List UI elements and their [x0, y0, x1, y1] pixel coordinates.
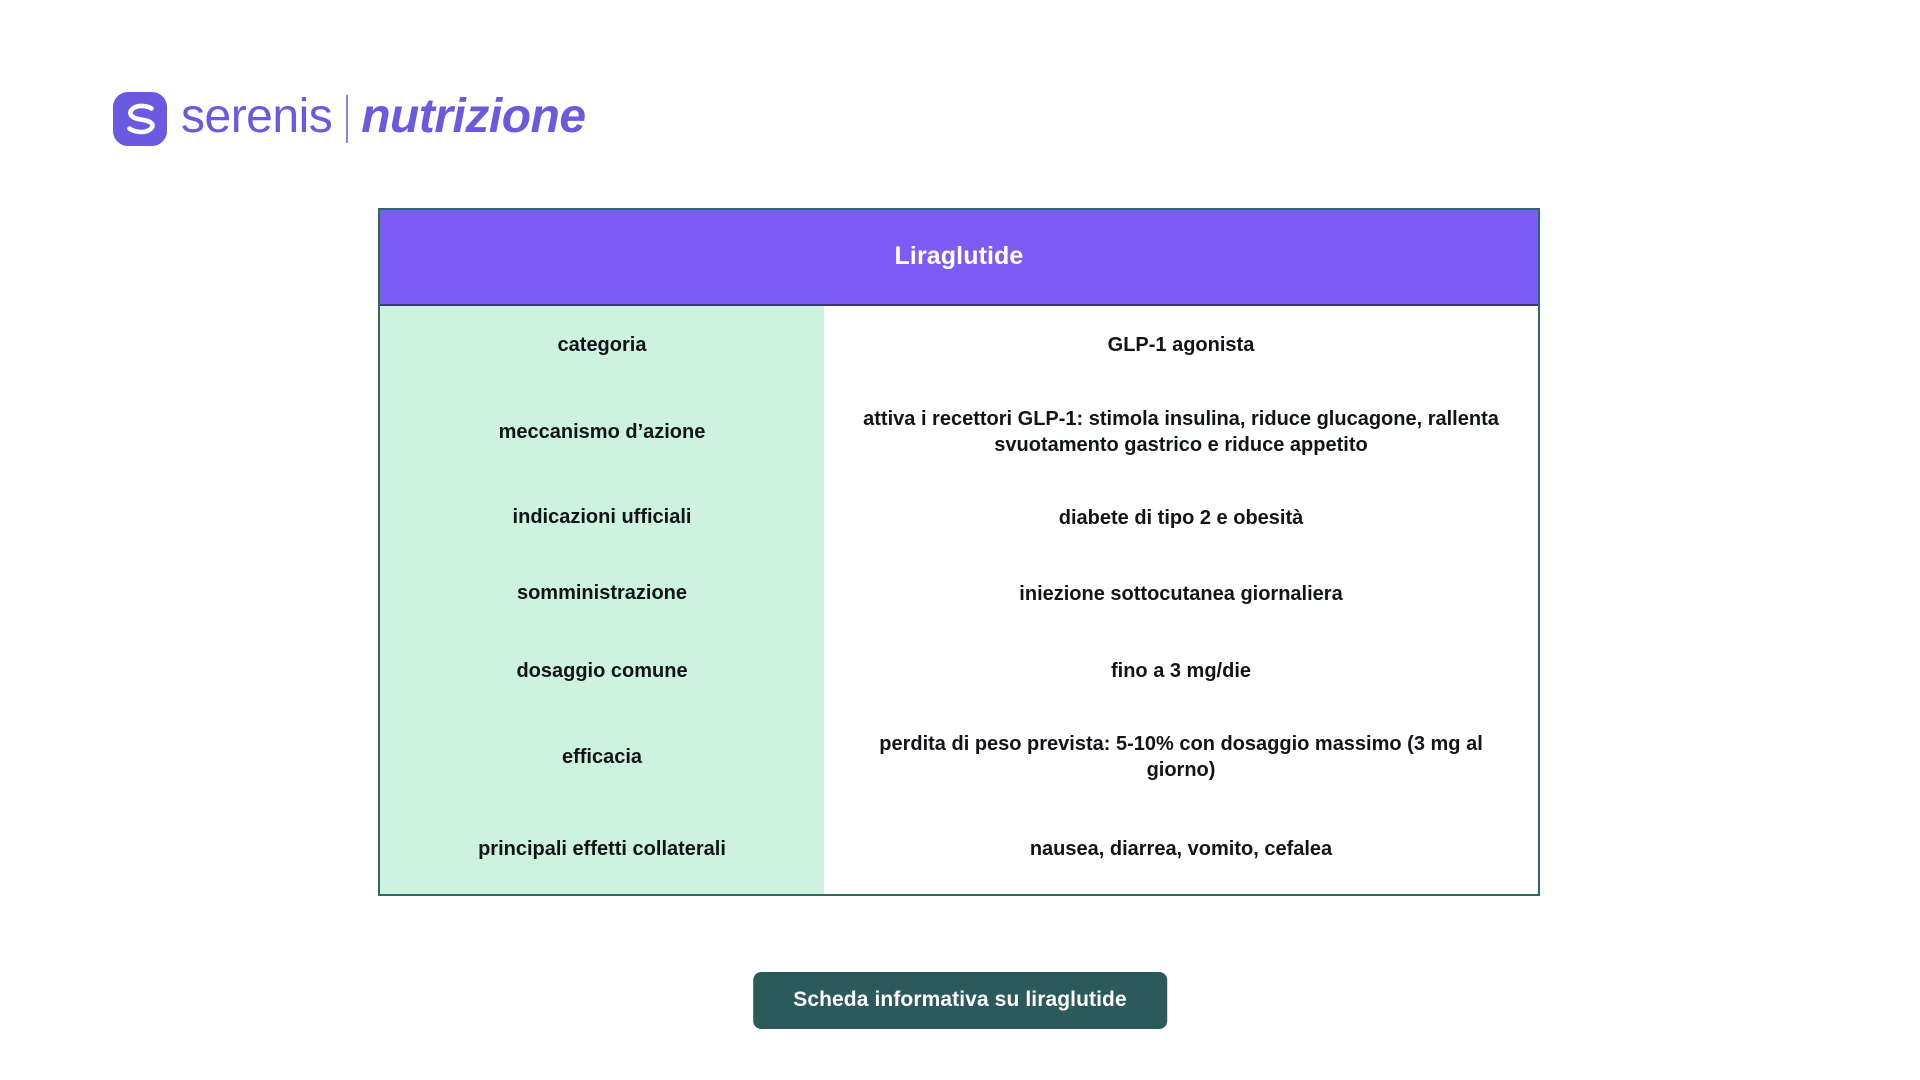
table-row: [380, 710, 1538, 804]
row-label: categoria: [380, 306, 824, 384]
table-row: [380, 555, 1538, 632]
row-label: dosaggio comune: [380, 632, 824, 710]
row-label: indicazioni ufficiali: [380, 480, 824, 555]
brand-product-name: nutrizione: [361, 90, 586, 143]
row-label: efficacia: [380, 710, 824, 804]
table-row: [380, 632, 1538, 710]
row-value: GLP-1 agonista: [824, 332, 1538, 358]
row-value: perdita di peso prevista: 5-10% con dosaggio massimo (3 mg al giorno): [824, 731, 1538, 783]
drug-info-table: [378, 208, 1540, 896]
row-label: principali effetti collaterali: [380, 804, 824, 894]
row-value: nausea, diarrea, vomito, cefalea: [824, 836, 1538, 862]
table-row: [380, 804, 1538, 894]
row-value: diabete di tipo 2 e obesità: [824, 505, 1538, 531]
row-value: iniezione sottocutanea giornaliera: [824, 581, 1538, 607]
brand-logo: [113, 88, 586, 150]
table-row: [380, 384, 1538, 480]
brand-divider: [346, 95, 348, 143]
info-sheet-button[interactable]: Scheda informativa su liraglutide: [753, 972, 1167, 1029]
row-value: fino a 3 mg/die: [824, 658, 1538, 684]
table-row: [380, 306, 1538, 384]
table-title: Liraglutide: [380, 210, 1538, 306]
table-row: [380, 480, 1538, 555]
row-label: meccanismo d’azione: [380, 384, 824, 480]
row-value: attiva i recettori GLP-1: stimola insulina, riduce glucagone, rallenta svuotamento gastrico e riduce appetito: [824, 406, 1538, 458]
serenis-s-logo-icon: [113, 92, 167, 146]
brand-name: serenis: [181, 90, 333, 143]
row-label: somministrazione: [380, 555, 824, 632]
table-body: [380, 306, 1538, 894]
